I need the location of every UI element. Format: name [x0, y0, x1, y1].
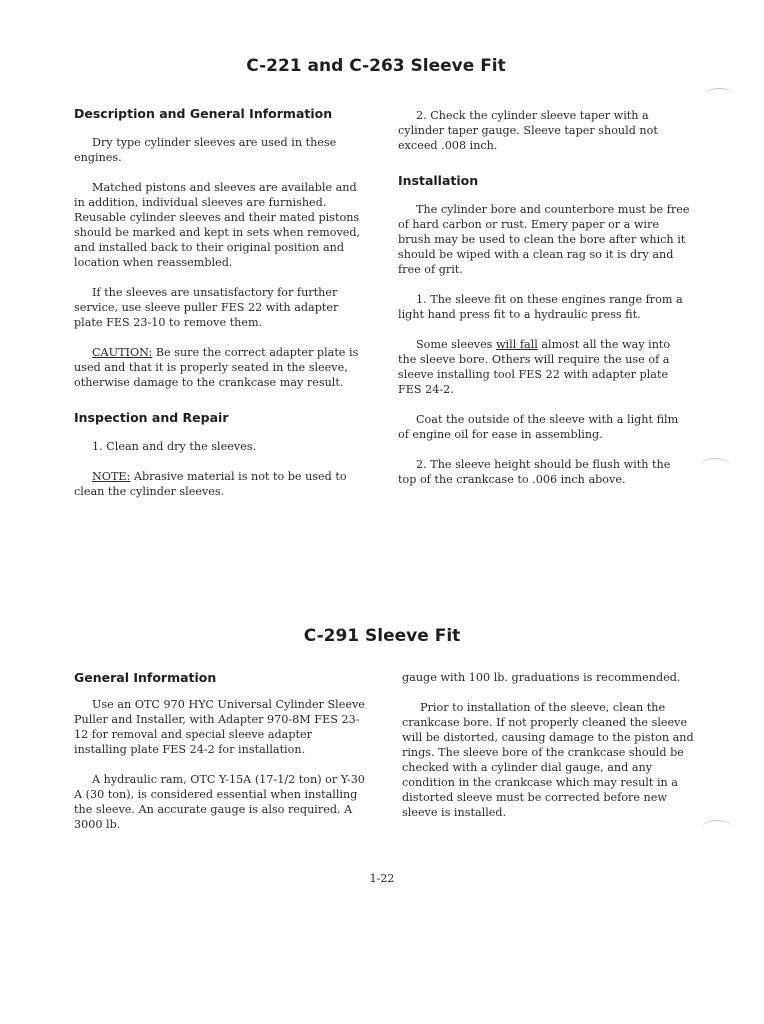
heading-general: General Information — [74, 670, 217, 685]
paragraph: Prior to installation of the sleeve, clean the crankcase bore. If not properly cleaned the sleeve will be distorted, causing damage to the piston and rings. The sleeve bore of the crankcase should be checked with a cylinder dial gauge, and any condition in the crankcase which may result in a distorted sleeve must be corrected before new sleeve is installed. — [402, 701, 694, 819]
paragraph: Matched pistons and sleeves are available and in addition, individual sleeves are furnished. Reusable cylinder sleeves and their mated pistons should be marked and kept in sets when removed, and installed back to their original position and location when reassembled. — [74, 181, 361, 269]
text-span: Some sleeves — [416, 338, 496, 351]
column-right-top — [398, 108, 690, 502]
caution-label: CAUTION: — [92, 346, 153, 359]
paragraph: 1. The sleeve fit on these engines range from a light hand press fit to a hydraulic press fit. — [398, 293, 683, 321]
column-right-bottom — [402, 670, 694, 835]
text-span: almost all the way into the sleeve bore. Others will require the use of a sleeve installing tool FES 22 with adapter plate FES 24-2. — [398, 338, 671, 396]
section-title-c221-c263: C-221 and C-263 Sleeve Fit — [246, 56, 506, 76]
note-text: Abrasive material is not to be used to clean the cylinder sleeves. — [74, 470, 347, 498]
underlined-text: will fall — [495, 338, 538, 351]
heading-description: Description and General Information — [74, 106, 333, 121]
caution-paragraph — [74, 345, 366, 390]
binder-hole-mark — [700, 458, 730, 473]
paragraph: 2. Check the cylinder sleeve taper with a cylinder taper gauge. Sleeve taper should not exceed .008 inch. — [398, 109, 658, 152]
binder-hole-mark — [704, 88, 734, 103]
binder-hole-mark — [702, 820, 732, 835]
paragraph: gauge with 100 lb. graduations is recommended. — [402, 671, 681, 684]
paragraph: Use an OTC 970 HYC Universal Cylinder Sleeve Puller and Installer, with Adapter 970-8M FES 23-12 for removal and special sleeve adapter installing plate FES 24-2 for installation. — [74, 698, 365, 756]
paragraph: If the sleeves are unsatisfactory for further service, use sleeve puller FES 22 with adapter plate FES 23-10 to remove them. — [74, 286, 339, 329]
page-number: 1-22 — [369, 872, 395, 885]
paragraph: Dry type cylinder sleeves are used in these engines. — [74, 136, 337, 164]
note-label: NOTE: — [92, 470, 131, 483]
paragraph: Coat the outside of the sleeve with a light film of engine oil for ease in assembling. — [398, 413, 679, 441]
column-left-bottom — [74, 670, 366, 847]
paragraph: The cylinder bore and counterbore must be free of hard carbon or rust. Emery paper or a wire brush may be used to clean the bore after which it should be wiped with a clean rag so it is dry and free of grit. — [398, 203, 690, 276]
paragraph — [398, 337, 690, 397]
paragraph: 1. Clean and dry the sleeves. — [92, 440, 257, 453]
heading-installation: Installation — [398, 173, 479, 188]
heading-inspection: Inspection and Repair — [74, 410, 229, 425]
note-paragraph — [74, 469, 366, 499]
paragraph: A hydraulic ram, OTC Y-15A (17-1/2 ton) or Y-30 A (30 ton), is considered essential when installing the sleeve. An accurate gauge is also required. A 3000 lb. — [74, 773, 365, 831]
paragraph: 2. The sleeve height should be flush with the top of the crankcase to .006 inch above. — [398, 458, 671, 486]
section-title-c291: C-291 Sleeve Fit — [303, 626, 461, 646]
column-left-top — [74, 106, 366, 514]
caution-text: Be sure the correct adapter plate is used and that it is properly seated in the sleeve, otherwise damage to the crankcase may result. — [74, 346, 359, 389]
